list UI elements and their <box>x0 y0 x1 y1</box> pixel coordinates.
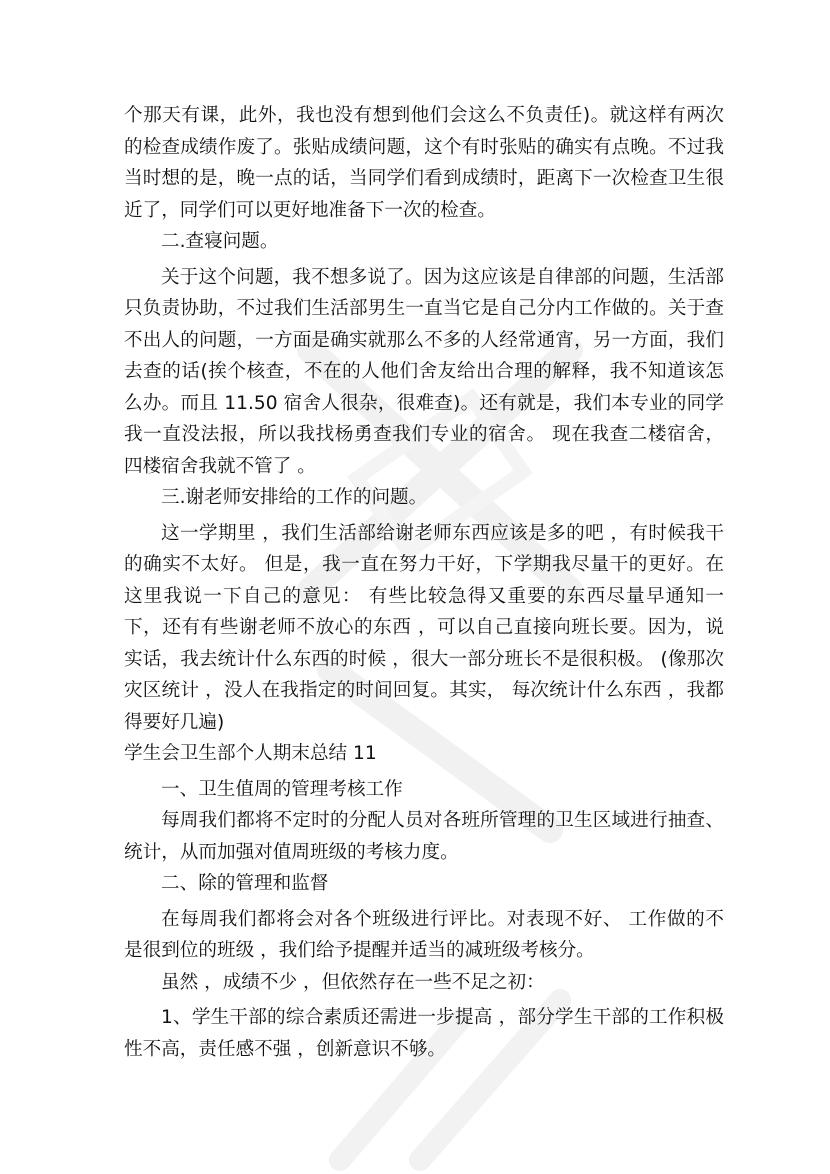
section-title: 学生会卫生部个人期末总结 11 <box>124 743 377 764</box>
paragraph-teacher-work: 这一学期里 ，我们生活部给谢老师东西应该是多的吧 ，有时候我干的确实不太好。 但是，我一直在努力干好，下学期我尽量干的更好。在这里我说一下自己的意见： 有些比较急得又重要的东西尽量早通知一下，还有有些谢老师不放心的东西 ，可以自己直接向班长要。因为，说实话，我去统计什么东西的时候 ，很大一部分班长不是很积极。 (像那次灾区统计 ，没人在我指定的时间回复。其实， 每次统计什么东西 ，我都得要好几遍) <box>124 522 724 733</box>
paragraph-point-1: 1、学生干部的综合素质还需进一步提高 ，部分学生干部的工作积极性不高，责任感不强 ，创新意识不够。 <box>124 1007 724 1060</box>
paragraph-continuation: 个那天有课，此外，我也没有想到他们会这么不负责任)。就这样有两次的检查成绩作废了。张贴成绩问题，这个有时张贴的确实有点晚。不过我当时想的是，晚一点的话，当同学们看到成绩时，距离下一次检查卫生很近了，同学们可以更好地准备下一次的检查。 <box>124 105 724 221</box>
heading-management: 二、除的管理和监督 <box>161 873 329 894</box>
heading-teacher-work: 三.谢老师安排给的工作的问题。 <box>161 487 428 508</box>
paragraph-shortcomings: 虽然 ，成绩不少 ，但依然存在一些不足之初： <box>161 971 545 993</box>
document-body <box>124 100 724 1065</box>
heading-weekly-duty: 一、卫生值周的管理考核工作 <box>161 778 403 800</box>
paragraph-weekly-duty: 每周我们都将不定时的分配人员对各班所管理的卫生区域进行抽查、统计，从而加强对值周班级的考核力度。 <box>124 810 724 863</box>
paragraph-dorm-check: 关于这个问题，我不想多说了。因为这应该是自律部的问题，生活部只负责协助，不过我们生活部男生一直当它是自己分内工作做的。关于查不出人的问题，一方面是确实就那么不多的人经常通宵，另一方面，我们去查的话(挨个核查，不在的人他们舍友给出合理的解释，我不知道该怎么办。而且 11.50 宿舍人很杂，很难查)。还有就是，我们本专业的同学我一直没法报，所以我找杨勇查我们专业的宿舍。 现在我查二楼宿舍， 四楼宿舍我就不管了 。 <box>124 266 724 477</box>
heading-dorm-check: 二.查寝问题。 <box>161 231 279 252</box>
paragraph-evaluation: 在每周我们都将会对各个班级进行评比。对表现不好、 工作做的不是很到位的班级 ，我们给予提醒并适当的减班级考核分。 <box>124 908 724 961</box>
